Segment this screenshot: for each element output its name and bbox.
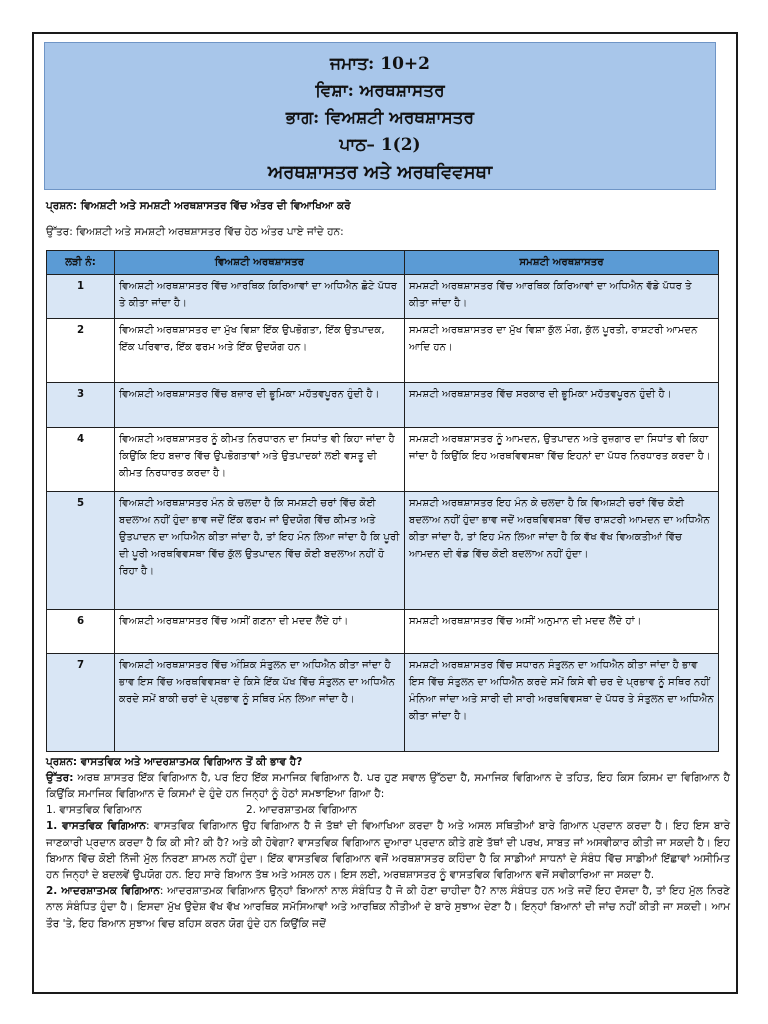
micro-cell: ਵਿਅਸ਼ਟੀ ਅਰਥਸ਼ਾਸਤਰ ਦਾ ਮੁੱਖ ਵਿਸ਼ਾ ਇੱਕ ਉਪਭੋਗਤਾ, ਇੱਕ ਉਤਪਾਦਕ, ਇੱਕ ਪਰਿਵਾਰ, ਇੱਕ ਫਰਮ ਅਤੇ ਇੱਕ ਉਦਯੋਗ ਹਨ।: [115, 319, 405, 383]
type-positive: 1. ਵਾਸਤਵਿਕ ਵਿਗਿਆਨ: [46, 804, 142, 817]
subject-line: ਵਿਸ਼ਾ: ਅਰਥਸ਼ਾਸਤਰ: [315, 81, 445, 101]
question-2: ਪ੍ਰਸ਼ਨ: ਵਾਸਤਵਿਕ ਅਤੇ ਆਦਰਸ਼ਾਤਮਕ ਵਿਗਿਆਨ ਤੋਂ ਕੀ ਭਾਵ ਹੈ?: [46, 756, 303, 768]
row-number: 2: [47, 319, 115, 383]
header-micro: ਵਿਅਸ਼ਟੀ ਅਰਥਸ਼ਾਸਤਰ: [115, 251, 405, 275]
table-row: [47, 319, 719, 383]
table-row: [47, 383, 719, 428]
macro-cell: ਸਮਸ਼ਟੀ ਅਰਥਸ਼ਾਸਤਰ ਵਿੱਚ ਆਰਥਿਕ ਕਿਰਿਆਵਾਂ ਦਾ ਅਧਿਐਨ ਵੱਡੇ ਪੱਧਰ ਤੇ ਕੀਤਾ ਜਾਂਦਾ ਹੈ।: [405, 275, 719, 319]
micro-cell: ਵਿਅਸ਼ਟੀ ਅਰਥਸ਼ਾਸਤਰ ਨੂੰ ਕੀਮਤ ਨਿਰਧਾਰਨ ਦਾ ਸਿਧਾਂਤ ਵੀ ਕਿਹਾ ਜਾਂਦਾ ਹੈ ਕਿਉਂਕਿ ਇਹ ਬਜ਼ਾਰ ਵਿੱਚ ਉਪਭੋਗਤਾਵਾਂ ਅਤੇ ਉਤਪਾਦਕਾਂ ਲਈ ਵਸਤੂ ਦੀ ਕੀਮਤ ਨਿਰਧਾਰਤ ਕਰਦਾ ਹੈ।: [115, 428, 405, 492]
macro-cell: ਸਮਸ਼ਟੀ ਅਰਥਸ਼ਾਸਤਰ ਵਿੱਚ ਸਰਕਾਰ ਦੀ ਭੂਮਿਕਾ ਮਹੱਤਵਪੂਰਨ ਹੁੰਦੀ ਹੈ।: [405, 383, 719, 428]
row-number: 6: [47, 610, 115, 654]
row-number: 3: [47, 383, 115, 428]
question-1: ਪ੍ਰਸ਼ਨ: ਵਿਅਸ਼ਟੀ ਅਤੇ ਸਮਸ਼ਟੀ ਅਰਥਸ਼ਾਸਤਰ ਵਿੱਚ ਅੰਤਰ ਦੀ ਵਿਆਖਿਆ ਕਰੋ: [46, 200, 351, 212]
header-macro: ਸਮਸ਼ਟੀ ਅਰਥਸ਼ਾਸਤਰ: [405, 251, 719, 275]
macro-cell: ਸਮਸ਼ਟੀ ਅਰਥਸ਼ਾਸਤਰ ਇਹ ਮੰਨ ਕੇ ਚਲਦਾ ਹੈ ਕਿ ਵਿਅਸ਼ਟੀ ਚਰਾਂ ਵਿੱਚ ਕੋਈ ਬਦਲਾਅ ਨਹੀਂ ਹੁੰਦਾ ਭਾਵ ਜਦੋਂ ਅਰਥਵਿਵਸਥਾ ਵਿੱਚ ਰਾਸ਼ਟਰੀ ਆਮਦਨ ਦਾ ਅਧਿਐਨ ਕੀਤਾ ਜਾਂਦਾ ਹੈ, ਤਾਂ ਇਹ ਮੰਨ ਲਿਆ ਜਾਂਦਾ ਹੈ ਕਿ ਵੱਖ ਵੱਖ ਵਿਅਕਤੀਆਂ ਵਿੱਚ ਆਮਦਨ ਦੀ ਵੰਡ ਵਿੱਚ ਕੋਈ ਬਦਲਾਅ ਨਹੀਂ ਹੁੰਦਾ।: [405, 492, 719, 610]
part-line: ਭਾਗ: ਵਿਅਸ਼ਟੀ ਅਰਥਸ਼ਾਸਤਰ: [285, 108, 475, 128]
micro-cell: ਵਿਅਸ਼ਟੀ ਅਰਥਸ਼ਾਸਤਰ ਵਿੱਚ ਬਜ਼ਾਰ ਦੀ ਭੂਮਿਕਾ ਮਹੱਤਵਪੂਰਨ ਹੁੰਦੀ ਹੈ।: [115, 383, 405, 428]
answer-1-intro: ਉੱਤਰ: ਵਿਅਸ਼ਟੀ ਅਤੇ ਸਮਸ਼ਟੀ ਅਰਥਸ਼ਾਸਤਰ ਵਿੱਚ ਹੇਠ ਅੰਤਰ ਪਾਏ ਜਾਂਦੇ ਹਨ:: [46, 226, 344, 238]
row-number: 1: [47, 275, 115, 319]
micro-cell: ਵਿਅਸ਼ਟੀ ਅਰਥਸ਼ਾਸਤਰ ਵਿੱਚ ਅੰਸ਼ਿਕ ਸੰਤੁਲਨ ਦਾ ਅਧਿਐਨ ਕੀਤਾ ਜਾਂਦਾ ਹੈ ਭਾਵ ਇਸ ਵਿੱਚ ਅਰਥਵਿਵਸਥਾ ਦੇ ਕਿਸੇ ਇੱਕ ਪੱਖ ਵਿੱਚ ਸੰਤੁਲਨ ਦਾ ਅਧਿਐਨ ਕਰਦੇ ਸਮੇਂ ਬਾਕੀ ਚਰਾਂ ਦੇ ਪ੍ਰਭਾਵ ਨੂੰ ਸਥਿਰ ਮੰਨ ਲਿਆ ਜਾਂਦਾ ਹੈ।: [115, 654, 405, 752]
positive-science-label: 1. ਵਾਸਤਵਿਕ ਵਿਗਿਆਨ: [46, 820, 146, 833]
comparison-table: [46, 250, 719, 752]
lesson-line: ਪਾਠ– 1(2): [339, 135, 421, 155]
table-row: [47, 428, 719, 492]
positive-science-paragraph: [46, 818, 730, 883]
row-number: 5: [47, 492, 115, 610]
science-types: [46, 802, 730, 818]
page-border: [32, 32, 738, 994]
table-row: [47, 610, 719, 654]
positive-science-text: : ਵਾਸਤਵਿਕ ਵਿਗਿਆਨ ਉਹ ਵਿਗਿਆਨ ਹੈ ਜੋ ਤੱਥਾਂ ਦੀ ਵਿਆਖਿਆ ਕਰਦਾ ਹੈ ਅਤੇ ਅਸਲ ਸਥਿਤੀਆਂ ਬਾਰੇ ਗਿਆਨ ਪ੍ਰਦਾਨ ਕਰਦਾ ਹੈ। ਇਹ ਇਸ ਬਾਰੇ ਜਾਣਕਾਰੀ ਪ੍ਰਦਾਨ ਕਰਦਾ ਹੈ ਕਿ ਕੀ ਸੀ? ਕੀ ਹੈ? ਅਤੇ ਕੀ ਹੋਵੇਗਾ? ਵਾਸਤਵਿਕ ਵਿਗਿਆਨ ਦੁਆਰਾ ਪ੍ਰਦਾਨ ਕੀਤੇ ਗਏ ਤੱਥਾਂ ਦੀ ਪਰਖ, ਸਾਬਤ ਜਾਂ ਅਸਵੀਕਾਰ ਕੀਤੀ ਜਾ ਸਕਦੀ ਹੈ। ਇਹ ਬਿਆਨ ਵਿੱਚ ਕੋਈ ਨਿੱਜੀ ਮੁੱਲ ਨਿਰਣਾ ਸ਼ਾਮਲ ਨਹੀਂ ਹੁੰਦਾ। ਇੱਕ ਵਾਸਤਵਿਕ ਵਿਗਿਆਨ ਵਜੋਂ ਅਰਥਸ਼ਾਸਤਰ ਕਹਿੰਦਾ ਹੈ ਕਿ ਸਾਡੀਆਂ ਸਾਧਨਾਂ ਦੇ ਸੰਬੰਧ ਵਿੱਚ ਸਾਡੀਆਂ ਇੱਛਾਵਾਂ ਅਸੀਮਿਤ ਹਨ ਜਿਨ੍ਹਾਂ ਦੇ ਬਦਲਵੇਂ ਉਪਯੋਗ ਹਨ. ਇਹ ਸਾਰੇ ਬਿਆਨ ਤੱਥ ਅਤੇ ਅਸਲ ਹਨ। ਇਸ ਲਈ, ਅਰਥਸ਼ਾਸਤਰ ਨੂੰ ਵਾਸਤਵਿਕ ਵਿਗਿਆਨ ਵਜੋਂ ਸਵੀਕਾਰਿਆ ਜਾ ਸਕਦਾ ਹੈ.: [46, 820, 730, 882]
micro-cell: ਵਿਅਸ਼ਟੀ ਅਰਥਸ਼ਾਸਤਰ ਵਿੱਚ ਆਰਥਿਕ ਕਿਰਿਆਵਾਂ ਦਾ ਅਧਿਐਨ ਛੋਟੇ ਪੱਧਰ ਤੇ ਕੀਤਾ ਜਾਂਦਾ ਹੈ।: [115, 275, 405, 319]
row-number: 4: [47, 428, 115, 492]
table-row: [47, 275, 719, 319]
micro-cell: ਵਿਅਸ਼ਟੀ ਅਰਥਸ਼ਾਸਤਰ ਵਿੱਚ ਅਸੀਂ ਗਣਨਾ ਦੀ ਮਦਦ ਲੈਂਦੇ ਹਾਂ।: [115, 610, 405, 654]
document-body: [46, 198, 730, 932]
micro-cell: ਵਿਅਸ਼ਟੀ ਅਰਥਸ਼ਾਸਤਰ ਮੰਨ ਕੇ ਚਲਦਾ ਹੈ ਕਿ ਸਮਸ਼ਟੀ ਚਰਾਂ ਵਿੱਚ ਕੋਈ ਬਦਲਾਅ ਨਹੀਂ ਹੁੰਦਾ ਭਾਵ ਜਦੋਂ ਇੱਕ ਫਰਮ ਜਾਂ ਉਦਯੋਗ ਵਿੱਚ ਕੀਮਤ ਅਤੇ ਉਤਪਾਦਨ ਦਾ ਅਧਿਐਨ ਕੀਤਾ ਜਾਂਦਾ ਹੈ, ਤਾਂ ਇਹ ਮੰਨ ਲਿਆ ਜਾਂਦਾ ਹੈ ਕਿ ਪੂਰੀ ਦੀ ਪੂਰੀ ਅਰਥਵਿਵਸਥਾ ਵਿੱਚ ਕੁੱਲ ਉਤਪਾਦਨ ਵਿੱਚ ਕੋਈ ਬਦਲਾਅ ਨਹੀਂ ਹੋ ਰਿਹਾ ਹੈ।: [115, 492, 405, 610]
normative-science-label: 2. ਆਦਰਸ਼ਾਤਮਕ ਵਿਗਿਆਨ: [46, 885, 160, 898]
title-box: [44, 42, 716, 190]
row-number: 7: [47, 654, 115, 752]
normative-science-paragraph: [46, 883, 730, 932]
table-header-row: [47, 251, 719, 275]
macro-cell: ਸਮਸ਼ਟੀ ਅਰਥਸ਼ਾਸਤਰ ਦਾ ਮੁੱਖ ਵਿਸ਼ਾ ਕੁੱਲ ਮੰਗ, ਕੁੱਲ ਪੂਰਤੀ, ਰਾਸ਼ਟਰੀ ਆਮਦਨ ਆਦਿ ਹਨ।: [405, 319, 719, 383]
type-normative: 2. ਆਦਰਸ਼ਾਤਮਕ ਵਿਗਿਆਨ: [246, 804, 357, 817]
answer-2-label: ਉੱਤਰ:: [46, 772, 74, 784]
table-row: [47, 492, 719, 610]
header-serial: ਲੜੀ ਨੰ:: [47, 251, 115, 275]
macro-cell: ਸਮਸ਼ਟੀ ਅਰਥਸ਼ਾਸਤਰ ਨੂੰ ਆਮਦਨ, ਉਤਪਾਦਨ ਅਤੇ ਰੁਜ਼ਗਾਰ ਦਾ ਸਿਧਾਂਤ ਵੀ ਕਿਹਾ ਜਾਂਦਾ ਹੈ ਕਿਉਂਕਿ ਇਹ ਅਰਥਵਿਵਸਥਾ ਵਿੱਚ ਇਹਨਾਂ ਦਾ ਪੱਧਰ ਨਿਰਧਾਰਤ ਕਰਦਾ ਹੈ।: [405, 428, 719, 492]
answer-2-text: ਅਰਥ ਸ਼ਾਸਤਰ ਇੱਕ ਵਿਗਿਆਨ ਹੈ, ਪਰ ਇਹ ਇੱਕ ਸਮਾਜਿਕ ਵਿਗਿਆਨ ਹੈ. ਪਰ ਹੁਣ ਸਵਾਲ ਉੱਠਦਾ ਹੈ, ਸਮਾਜਿਕ ਵਿਗਿਆਨ ਦੇ ਤਹਿਤ, ਇਹ ਕਿਸ ਕਿਸਮ ਦਾ ਵਿਗਿਆਨ ਹੈ ਕਿਉਂਕਿ ਸਮਾਜਿਕ ਵਿਗਿਆਨ ਦੋ ਕਿਸਮਾਂ ਦੇ ਹੁੰਦੇ ਹਨ ਜਿਨ੍ਹਾਂ ਨੂੰ ਹੇਠਾਂ ਸਮਝਾਇਆ ਗਿਆ ਹੈ:: [46, 772, 730, 801]
chapter-title: ਅਰਥਸ਼ਾਸਤਰ ਅਤੇ ਅਰਥਵਿਵਸਥਾ: [267, 162, 493, 183]
macro-cell: ਸਮਸ਼ਟੀ ਅਰਥਸ਼ਾਸਤਰ ਵਿੱਚ ਸਧਾਰਨ ਸੰਤੁਲਨ ਦਾ ਅਧਿਐਨ ਕੀਤਾ ਜਾਂਦਾ ਹੈ ਭਾਵ ਇਸ ਵਿੱਚ ਸੰਤੁਲਨ ਦਾ ਅਧਿਐਨ ਕਰਦੇ ਸਮੇਂ ਕਿਸੇ ਵੀ ਚਰ ਦੇ ਪ੍ਰਭਾਵ ਨੂੰ ਸਥਿਰ ਨਹੀਂ ਮੰਨਿਆ ਜਾਂਦਾ ਅਤੇ ਸਾਰੀ ਦੀ ਸਾਰੀ ਅਰਥਵਿਵਸਥਾ ਦੇ ਪੱਧਰ ਤੇ ਸੰਤੁਲਨ ਦਾ ਅਧਿਐਨ ਕੀਤਾ ਜਾਂਦਾ ਹੈ।: [405, 654, 719, 752]
macro-cell: ਸਮਸ਼ਟੀ ਅਰਥਸ਼ਾਸਤਰ ਵਿੱਚ ਅਸੀਂ ਅਨੁਮਾਨ ਦੀ ਮਦਦ ਲੈਂਦੇ ਹਾਂ।: [405, 610, 719, 654]
normative-science-text: : ਆਦਰਸ਼ਾਤਮਕ ਵਿਗਿਆਨ ਉਨ੍ਹਾਂ ਬਿਆਨਾਂ ਨਾਲ ਸੰਬੰਧਿਤ ਹੈ ਜੋ ਕੀ ਹੋਣਾ ਚਾਹੀਦਾ ਹੈ? ਨਾਲ ਸੰਬੰਧਤ ਹਨ ਅਤੇ ਜਦੋਂ ਇਹ ਦੱਸਦਾ ਹੈ, ਤਾਂ ਇਹ ਮੁੱਲ ਨਿਰਣੇ ਨਾਲ ਸੰਬੰਧਿਤ ਹੁੰਦਾ ਹੈ। ਇਸਦਾ ਮੁੱਖ ਉਦੇਸ਼ ਵੱਖ ਵੱਖ ਆਰਥਿਕ ਸਮੱਸਿਆਵਾਂ ਅਤੇ ਆਰਥਿਕ ਨੀਤੀਆਂ ਦੇ ਬਾਰੇ ਸੁਝਾਅ ਦੇਣਾ ਹੈ। ਇਨ੍ਹਾਂ ਬਿਆਨਾਂ ਦੀ ਜਾਂਚ ਨਹੀਂ ਕੀਤੀ ਜਾ ਸਕਦੀ। ਆਮ ਤੌਰ 'ਤੇ, ਇਹ ਬਿਆਨ ਸੁਝਾਅ ਵਿਚ ਬਹਿਸ ਕਰਨ ਯੋਗ ਹੁੰਦੇ ਹਨ ਕਿਉਂਕਿ ਜਦੋਂ: [46, 885, 731, 930]
answer-2: [46, 770, 730, 802]
class-line: ਜਮਾਤ: 10+2: [330, 54, 430, 74]
table-row: [47, 654, 719, 752]
